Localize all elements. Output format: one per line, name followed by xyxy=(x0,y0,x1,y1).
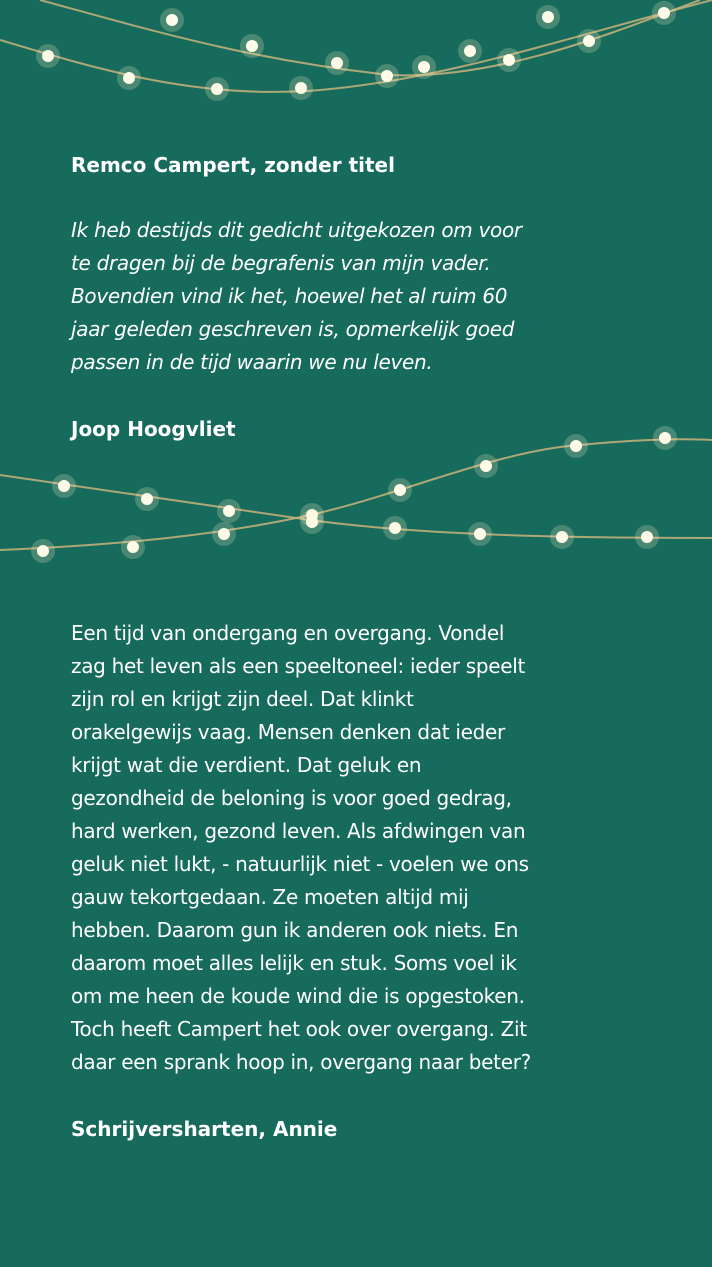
bulb xyxy=(550,525,574,549)
intro-author: Joop Hoogvliet xyxy=(71,417,236,441)
bulb xyxy=(117,66,141,90)
bulb xyxy=(653,426,677,450)
string-lights-middle-icon xyxy=(0,420,712,570)
poem-title: Remco Campert, zonder titel xyxy=(71,153,395,177)
string-lights-top-icon xyxy=(0,0,712,110)
bulb xyxy=(52,474,76,498)
reflection-line: hard werken, gezond leven. Als afdwingen van xyxy=(71,819,526,843)
reflection-line: gauw tekortgedaan. Ze moeten altijd mij xyxy=(71,885,469,909)
reflection-line: orakelgewijs vaag. Mensen denken dat ieder xyxy=(71,720,505,744)
intro-line: passen in de tijd waarin we nu leven. xyxy=(71,350,433,374)
intro-line: Ik heb destijds dit gedicht uitgekozen om voor xyxy=(71,218,522,242)
reflection-line: Een tijd van ondergang en overgang. Vondel xyxy=(71,621,505,645)
bulb xyxy=(536,5,560,29)
bulb xyxy=(652,1,676,25)
bulb xyxy=(31,539,55,563)
reflection-line: zijn rol en krijgt zijn deel. Dat klinkt xyxy=(71,687,414,711)
bulb xyxy=(458,39,482,63)
bulb xyxy=(383,516,407,540)
bulb xyxy=(468,522,492,546)
bulb xyxy=(121,535,145,559)
bulb xyxy=(497,48,521,72)
bulb xyxy=(289,76,313,100)
reflection-line: hebben. Daarom gun ik anderen ook niets. En xyxy=(71,918,519,942)
bulb xyxy=(474,454,498,478)
bulb xyxy=(205,77,229,101)
bulb xyxy=(412,55,436,79)
reflection-line: daarom moet alles lelijk en stuk. Soms voel ik xyxy=(71,951,517,975)
bulb xyxy=(217,499,241,523)
bulb xyxy=(325,51,349,75)
reflection-line: geluk niet lukt, - natuurlijk niet - voelen we ons xyxy=(71,852,529,876)
bulb xyxy=(160,8,184,32)
intro-line: Bovendien vind ik het, hoewel het al ruim 60 xyxy=(71,284,508,308)
bulb xyxy=(564,434,588,458)
bulb xyxy=(577,29,601,53)
bulb xyxy=(36,44,60,68)
reflection-line: om me heen de koude wind die is opgestoken. xyxy=(71,984,525,1008)
reflection-line: daar een sprank hoop in, overgang naar beter? xyxy=(71,1050,531,1074)
intro-paragraph xyxy=(71,214,651,379)
intro-line: jaar geleden geschreven is, opmerkelijk goed xyxy=(71,317,515,341)
bulb xyxy=(388,478,412,502)
bulb xyxy=(635,525,659,549)
reflection-line: Toch heeft Campert het ook over overgang. Zit xyxy=(71,1017,527,1041)
bulb xyxy=(300,510,324,534)
reflection-line: krijgt wat die verdient. Dat geluk en xyxy=(71,753,422,777)
bulb xyxy=(135,487,159,511)
reflection-author: Schrijversharten, Annie xyxy=(71,1117,338,1141)
bulb xyxy=(212,522,236,546)
reflection-line: gezondheid de beloning is voor goed gedrag, xyxy=(71,786,512,810)
intro-line: te dragen bij de begrafenis van mijn vader. xyxy=(71,251,491,275)
reflection-paragraph xyxy=(71,617,651,1079)
bulb xyxy=(240,34,264,58)
bulb xyxy=(375,64,399,88)
reflection-line: zag het leven als een speeltoneel: ieder speelt xyxy=(71,654,526,678)
